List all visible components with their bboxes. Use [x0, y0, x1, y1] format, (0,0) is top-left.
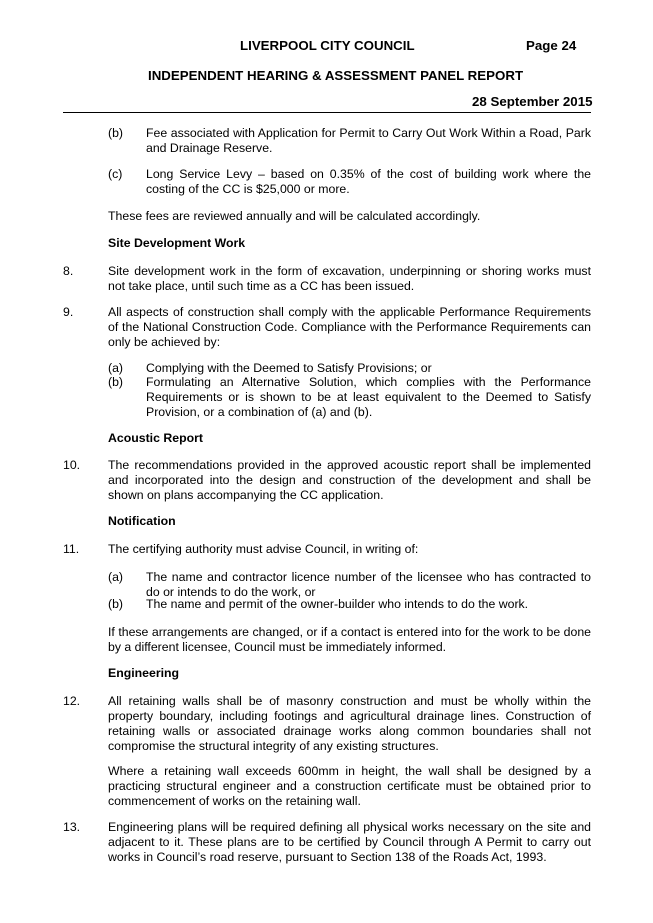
condition-12-text-2: Where a retaining wall exceeds 600mm in height, the wall shall be designed by a practicing structural engineer and a construction certificate must be obtained prior to commencement of works on the retaining wall. — [108, 764, 591, 808]
condition-9-number: 9. — [63, 305, 74, 319]
engineering-heading: Engineering — [108, 666, 180, 680]
fee-b-text: Fee associated with Application for Permit to Carry Out Work Within a Road, Park and Drainage Reserve. — [146, 126, 591, 155]
condition-11a-label: (a) — [108, 570, 124, 584]
condition-12-text: All retaining walls shall be of masonry construction and must be wholly within the property boundary, including footings and agricultural drainage lines. Construction of retaining walls or associated drainage works along common boundaries shall not compromise the structural integrity of any existing structures. — [108, 694, 591, 753]
notification-note: If these arrangements are changed, or if a contact is entered into for the work to be done by a different licensee, Council must be immediately informed. — [108, 625, 591, 654]
fee-b-label: (b) — [108, 126, 124, 140]
site-development-heading: Site Development Work — [108, 236, 246, 250]
report-title: INDEPENDENT HEARING & ASSESSMENT PANEL REPORT — [148, 68, 524, 83]
condition-13-number: 13. — [63, 820, 81, 834]
condition-9a-text: Complying with the Deemed to Satisfy Provisions; or — [146, 361, 432, 375]
council-name: LIVERPOOL CITY COUNCIL — [240, 38, 415, 53]
acoustic-report-heading: Acoustic Report — [108, 431, 203, 445]
fees-note: These fees are reviewed annually and will be calculated accordingly. — [108, 209, 481, 223]
fee-c-label: (c) — [108, 167, 123, 181]
condition-8-number: 8. — [63, 264, 74, 278]
condition-9b-text: Formulating an Alternative Solution, which complies with the Performance Requirements or is shown to be at least equivalent to the Deemed to Satisfy Provision, or a combination of (a) and (b). — [146, 375, 591, 419]
condition-9b-label: (b) — [108, 375, 124, 389]
condition-10-number: 10. — [63, 458, 81, 472]
condition-11-text: The certifying authority must advise Council, in writing of: — [108, 542, 419, 556]
fee-c-text: Long Service Levy – based on 0.35% of the cost of building work where the costing of the CC is $25,000 or more. — [146, 167, 591, 196]
condition-11-number: 11. — [63, 542, 80, 556]
condition-8-text: Site development work in the form of excavation, underpinning or shoring works must not take place, until such time as a CC has been issued. — [108, 264, 591, 293]
condition-10-text: The recommendations provided in the approved acoustic report shall be implemented and incorporated into the design and construction of the development and shall be shown on plans accompanying the CC application. — [108, 458, 591, 502]
header-rule — [63, 112, 591, 113]
condition-9-text: All aspects of construction shall comply with the applicable Performance Requirements of the National Construction Code. Compliance with the Performance Requirements can only be achieved by: — [108, 305, 591, 349]
condition-13-text: Engineering plans will be required defining all physical works necessary on the site and adjacent to it. These plans are to be certified by Council through A Permit to carry out works in Council’s road reserve, pursuant to Section 138 of the Roads Act, 1993. — [108, 820, 591, 864]
notification-heading: Notification — [108, 514, 176, 528]
condition-12-number: 12. — [63, 694, 81, 708]
condition-11b-label: (b) — [108, 597, 124, 611]
report-date: 28 September 2015 — [472, 94, 593, 109]
condition-11b-text: The name and permit of the owner-builder who intends to do the work. — [146, 597, 529, 611]
page-number: Page 24 — [526, 38, 577, 53]
condition-9a-label: (a) — [108, 361, 124, 375]
condition-11a-text: The name and contractor licence number of the licensee who has contracted to do or intends to do the work, or — [146, 570, 591, 599]
